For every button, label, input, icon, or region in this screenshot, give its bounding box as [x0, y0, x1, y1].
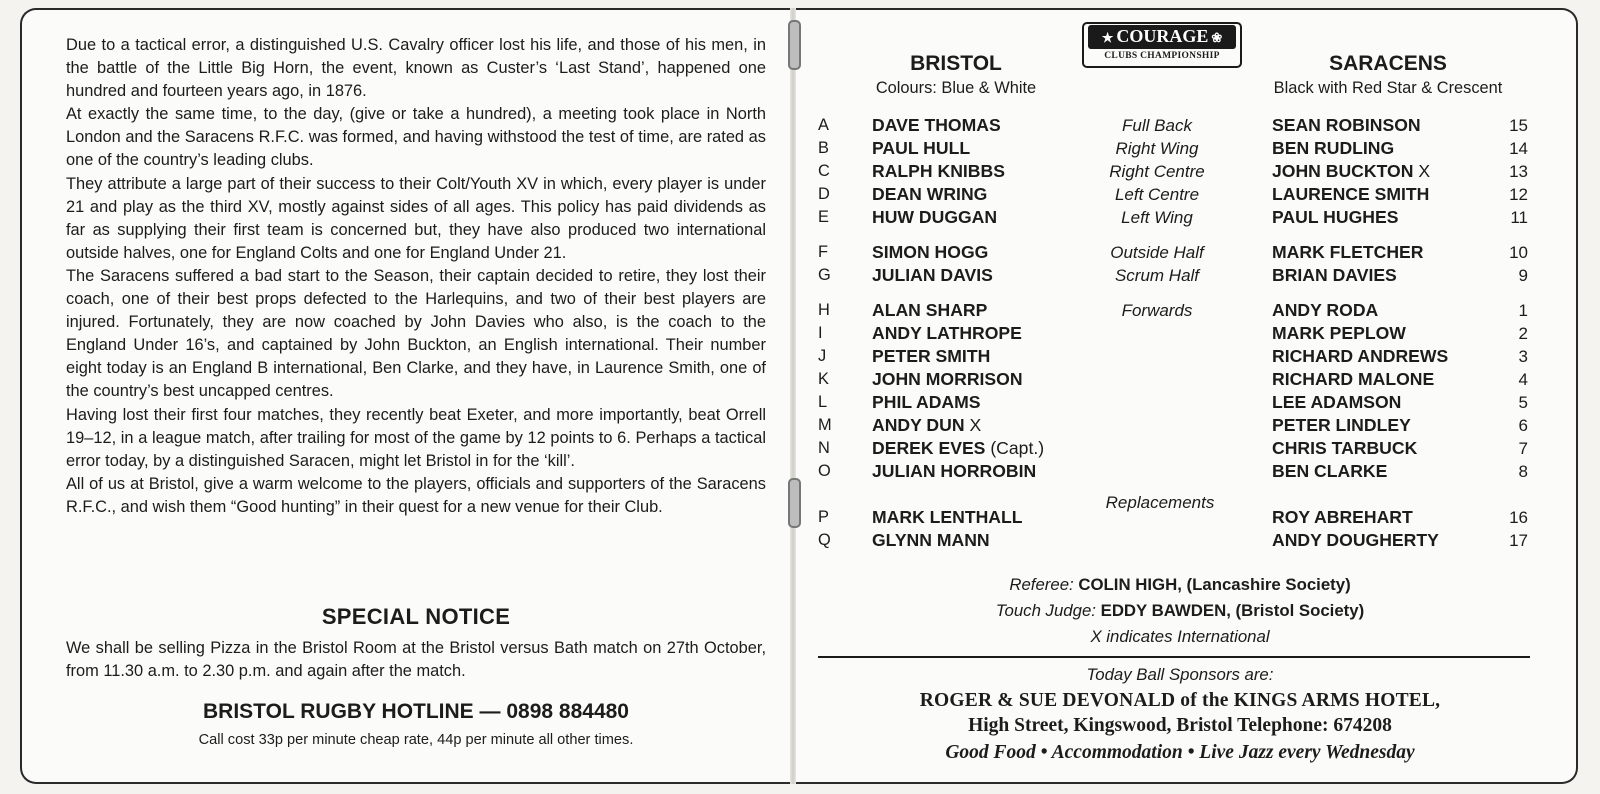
- away-player-number: 6: [1518, 416, 1528, 435]
- story-paragraph: They attribute a large part of their success to their Colt/Youth XV in which, every player is under 21 and play as the third XV, mostly against sides of all ages. This policy has paid dividends as far as supplying their first team is concerned but, they have also produced two international outside halves, one for England Colts and one for England Under 21.: [66, 174, 766, 262]
- position-label: Full Back: [1122, 116, 1192, 135]
- away-player-number: 16: [1509, 508, 1528, 527]
- away-player-number: 3: [1518, 347, 1528, 366]
- away-player: ROY ABREHART: [1272, 507, 1413, 527]
- lineup-row: [0, 241, 1600, 264]
- lineup-row: [0, 299, 1600, 322]
- logo-wordmark: COURAGE: [1116, 26, 1209, 46]
- home-player-letter: H: [818, 301, 830, 319]
- home-player: ANDY LATHROPE: [872, 323, 1022, 343]
- home-player: JOHN MORRISON: [872, 369, 1023, 389]
- home-player-letter: B: [818, 139, 829, 157]
- hotline-number: BRISTOL RUGBY HOTLINE — 0898 884480: [203, 700, 629, 723]
- away-player: BEN RUDLING: [1272, 138, 1395, 158]
- lineup-row: [0, 206, 1600, 229]
- lineup-row: [0, 183, 1600, 206]
- home-player-letter: F: [818, 243, 829, 261]
- story-paragraph: At exactly the same time, to the day, (give or take a hundred), a meeting took place in North London and the Saracens R.F.C. was formed, and having withstood the test of time, are rated as one of the country’s leading clubs.: [66, 105, 766, 170]
- replacement-row: [0, 506, 1600, 529]
- touch-judge-name: EDDY BAWDEN, (Bristol Society): [1100, 601, 1365, 620]
- position-label: Left Wing: [1121, 208, 1193, 227]
- away-player: BEN CLARKE: [1272, 461, 1388, 481]
- home-player: HUW DUGGAN: [872, 207, 998, 227]
- away-player: MARK FLETCHER: [1272, 242, 1424, 262]
- away-player: BRIAN DAVIES: [1272, 265, 1397, 285]
- home-player-letter: M: [818, 416, 832, 434]
- home-player-letter: K: [818, 370, 829, 388]
- staple-top: [788, 20, 801, 70]
- home-player: MARK LENTHALL: [872, 507, 1023, 527]
- position-label: Left Centre: [1114, 185, 1200, 204]
- lineup-row: [0, 414, 1600, 437]
- captain-marker: (Capt.): [990, 438, 1045, 458]
- home-player: DEAN WRING: [872, 184, 988, 204]
- away-player: RICHARD MALONE: [1272, 369, 1435, 389]
- lineup-row: [0, 437, 1600, 460]
- referee-label: Referee:: [1009, 575, 1074, 594]
- home-player: SIMON HOGG: [872, 242, 989, 262]
- story-paragraph: The Saracens suffered a bad start to the Season, their captain decided to retire, they lost their coach, one of their best props defected to the Harlequins, and two of their best players are injured. Fortunately, they are now coached by John Davies who also, is the coach to the England Under 16’s, and captained by John Buckton, an English international. Their number eight today is an England B international, Ben Clarke, and they have, in Laurence Smith, one of the country’s best uncapped centres.: [66, 266, 766, 401]
- sponsor-tagline: Good Food • Accommodation • Live Jazz every Wednesday: [945, 742, 1415, 763]
- away-player-number: 12: [1509, 185, 1528, 204]
- away-player-number: 7: [1518, 439, 1528, 458]
- hotline-call-cost: Call cost 33p per minute cheap rate, 44p per minute all other times.: [198, 732, 634, 748]
- away-player-number: 5: [1518, 393, 1528, 412]
- touch-judge-line: [820, 601, 1540, 621]
- lineup-row: [0, 391, 1600, 414]
- referee-name: COLIN HIGH, (Lancashire Society): [1078, 575, 1351, 594]
- home-player: DEREK EVES (Capt.): [872, 438, 1045, 458]
- home-player-letter: P: [818, 508, 829, 526]
- away-player-number: 1: [1518, 301, 1528, 320]
- away-player-number: 2: [1518, 324, 1528, 343]
- home-player-letter: J: [818, 347, 827, 365]
- logo-subtitle: CLUBS CHAMPIONSHIP: [1104, 51, 1220, 61]
- international-marker: X: [969, 415, 982, 435]
- story-paragraph: Having lost their first four matches, they recently beat Exeter, and more importantly, beat Orrell 19–12, in a league match, after trailing for most of the game by 12 points to 6. Perhaps a tactical error today, by a distinguished Saracen, might let Bristol in for the ‘kill’.: [66, 405, 766, 470]
- replacements-label: Replacements: [1105, 493, 1215, 512]
- away-player: LAURENCE SMITH: [1272, 184, 1430, 204]
- story-paragraph: All of us at Bristol, give a warm welcome to the players, officials and supporters of the Saracens R.F.C., and wish them “Good hunting” in their quest for a new venue for their Club.: [66, 474, 766, 516]
- touch-judge-label: Touch Judge:: [995, 601, 1096, 620]
- home-player: ANDY DUN X: [872, 415, 982, 435]
- home-player: JULIAN HORROBIN: [872, 461, 1037, 481]
- lineup-row: [0, 345, 1600, 368]
- sponsor-name: ROGER & SUE DEVONALD of the KINGS ARMS HOTEL,: [919, 690, 1441, 711]
- away-player: SEAN ROBINSON: [1272, 115, 1421, 135]
- away-player: RICHARD ANDREWS: [1272, 346, 1449, 366]
- home-player-letter: G: [818, 266, 831, 284]
- away-player: LEE ADAMSON: [1272, 392, 1402, 412]
- international-key: X indicates International: [1090, 627, 1270, 646]
- home-team-name: BRISTOL: [910, 52, 1002, 75]
- away-player-number: 11: [1510, 208, 1528, 227]
- divider: [818, 656, 1530, 658]
- lineup-row: [0, 264, 1600, 287]
- position-label: Forwards: [1121, 301, 1193, 320]
- away-player-number: 17: [1509, 531, 1528, 550]
- home-player: PHIL ADAMS: [872, 392, 981, 412]
- away-player: PAUL HUGHES: [1272, 207, 1399, 227]
- international-marker: X: [1418, 161, 1431, 181]
- away-player: ANDY RODA: [1272, 300, 1379, 320]
- lineup-row: [0, 368, 1600, 391]
- referee-line: [820, 575, 1540, 595]
- home-player: ALAN SHARP: [872, 300, 988, 320]
- position-label: Scrum Half: [1114, 266, 1200, 285]
- home-player: GLYNN MANN: [872, 530, 990, 550]
- home-player: DAVE THOMAS: [872, 115, 1001, 135]
- special-notice-title: SPECIAL NOTICE: [321, 604, 511, 629]
- away-player: ANDY DOUGHERTY: [1272, 530, 1439, 550]
- away-player-number: 4: [1518, 370, 1528, 389]
- away-player: MARK PEPLOW: [1272, 323, 1406, 343]
- home-player-letter: E: [818, 208, 829, 226]
- home-player: PETER SMITH: [872, 346, 991, 366]
- lineup-row: [0, 137, 1600, 160]
- seal-icon: ❀: [1211, 30, 1223, 45]
- lineup-row: [0, 322, 1600, 345]
- special-notice-body: We shall be selling Pizza in the Bristol Room at the Bristol versus Bath match on 27th October, from 11.30 a.m. to 2.30 p.m. and again after the match.: [66, 639, 766, 681]
- position-label: Right Centre: [1109, 162, 1205, 181]
- away-player: CHRIS TARBUCK: [1272, 438, 1418, 458]
- lineup-row: [0, 114, 1600, 137]
- home-player: RALPH KNIBBS: [872, 161, 1005, 181]
- away-player-number: 10: [1509, 243, 1528, 262]
- home-player-letter: Q: [818, 531, 831, 549]
- replacement-row: [0, 529, 1600, 552]
- away-player-number: 15: [1509, 116, 1528, 135]
- sponsor-intro: Today Ball Sponsors are:: [1086, 665, 1274, 684]
- away-player-number: 9: [1518, 266, 1528, 285]
- away-player-number: 13: [1509, 162, 1528, 181]
- position-label: Right Wing: [1115, 139, 1199, 158]
- home-player-letter: I: [818, 324, 823, 342]
- away-player-number: 8: [1518, 462, 1528, 481]
- home-player-letter: C: [818, 162, 830, 180]
- away-team-name: SARACENS: [1329, 52, 1447, 75]
- rooster-icon: ★: [1101, 30, 1114, 45]
- sponsor-address: High Street, Kingswood, Bristol Telephone: 674208: [968, 715, 1392, 736]
- lineup-row: [0, 460, 1600, 483]
- story-paragraph: Due to a tactical error, a distinguished U.S. Cavalry officer lost his life, and those of his men, in the battle of the Little Big Horn, the event, known as Custer’s ‘Last Stand’, happened one hundred and fourteen years ago, in 1876.: [66, 36, 766, 101]
- home-player-letter: D: [818, 185, 830, 203]
- home-player: PAUL HULL: [872, 138, 971, 158]
- home-player-letter: O: [818, 462, 831, 480]
- away-player: PETER LINDLEY: [1272, 415, 1411, 435]
- courage-logo: [1082, 22, 1242, 68]
- home-player-letter: N: [818, 439, 830, 457]
- home-team-colours: Colours: Blue & White: [875, 79, 1037, 97]
- away-team-colours: Black with Red Star & Crescent: [1273, 79, 1503, 97]
- home-player: JULIAN DAVIS: [872, 265, 993, 285]
- lineup-row: [0, 160, 1600, 183]
- position-label: Outside Half: [1110, 243, 1204, 262]
- away-player: JOHN BUCKTON X: [1272, 161, 1431, 181]
- home-player-letter: L: [818, 393, 828, 411]
- away-player-number: 14: [1509, 139, 1528, 158]
- home-player-letter: A: [818, 116, 829, 134]
